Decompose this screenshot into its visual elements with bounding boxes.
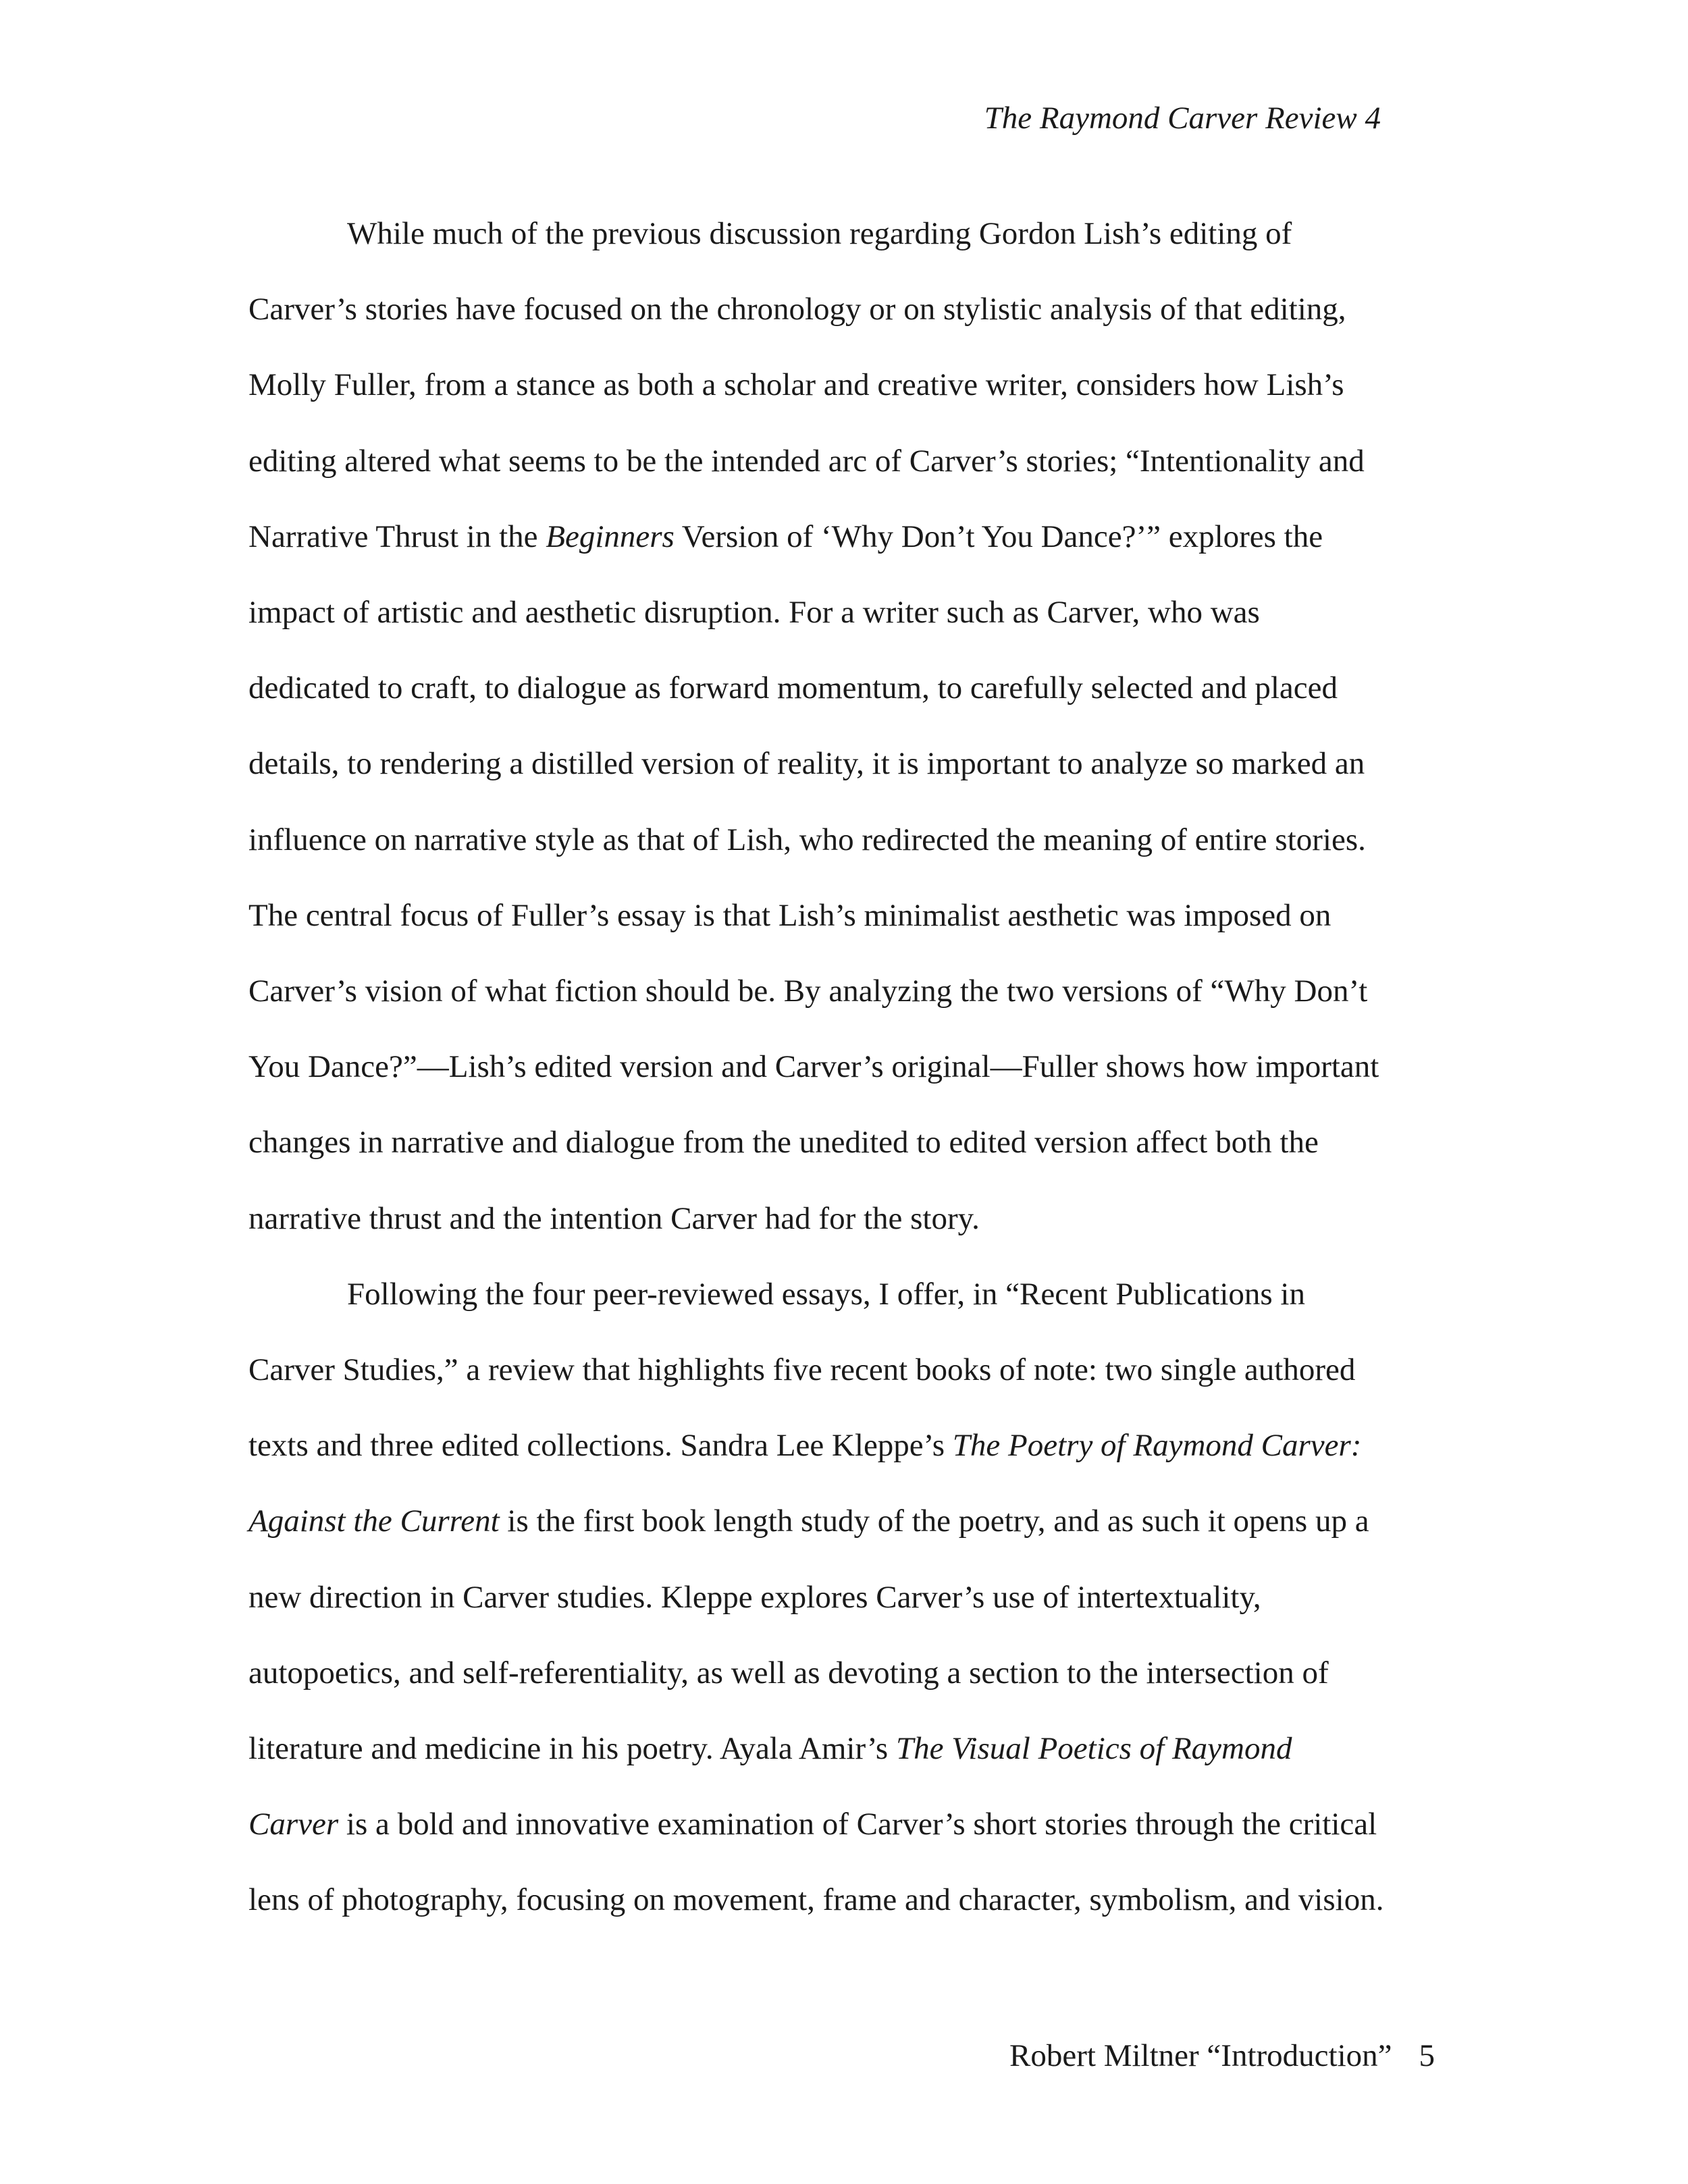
paragraph-2 — [248, 1256, 1445, 1938]
body-text — [248, 196, 1445, 1938]
text-line: Against the Current is the first book length study of the poetry, and as such it opens up a — [248, 1503, 1369, 1539]
text-line: influence on narrative style as that of Lish, who redirected the meaning of entire stories. — [248, 822, 1366, 857]
text-line: You Dance?”—Lish’s edited version and Carver’s original—Fuller shows how important — [248, 1049, 1379, 1085]
text-line: editing altered what seems to be the intended arc of Carver’s stories; “Intentionality and — [248, 443, 1365, 479]
text-line: new direction in Carver studies. Kleppe explores Carver’s use of intertextuality, — [248, 1579, 1261, 1615]
text-line: Narrative Thrust in the Beginners Version of ‘Why Don’t You Dance?’” explores the — [248, 518, 1323, 554]
book-title: Carver — [248, 1807, 339, 1842]
page-number: 5 — [1419, 2038, 1435, 2073]
text-line: impact of artistic and aesthetic disruption. For a writer such as Carver, who was — [248, 595, 1260, 631]
footer-author-title: Robert Miltner “Introduction” — [1009, 2038, 1392, 2073]
text-line: Carver’s vision of what fiction should be. By analyzing the two versions of “Why Don’t — [248, 974, 1368, 1009]
text-line: Carver Studies,” a review that highlights five recent books of note: two single authored — [248, 1352, 1356, 1388]
book-title: The Visual Poetics of Raymond — [895, 1731, 1292, 1767]
page-footer — [1009, 2035, 1435, 2076]
text-line: narrative thrust and the intention Carver had for the story. — [248, 1200, 980, 1236]
book-title: Against the Current — [248, 1503, 500, 1539]
text-line: autopoetics, and self-referentiality, as well as devoting a section to the intersection of — [248, 1655, 1329, 1690]
paragraph-1 — [248, 196, 1445, 1256]
text-line: dedicated to craft, to dialogue as forward momentum, to carefully selected and placed — [248, 670, 1338, 706]
book-title: Beginners — [546, 518, 675, 554]
text-line: Following the four peer-reviewed essays, I offer, in “Recent Publications in — [347, 1276, 1305, 1312]
running-header: The Raymond Carver Review 4 — [984, 101, 1381, 136]
book-title: The Poetry of Raymond Carver: — [952, 1428, 1362, 1464]
text-line: While much of the previous discussion regarding Gordon Lish’s editing of — [347, 216, 1292, 251]
text-line: Carver is a bold and innovative examination of Carver’s short stories through the critical — [248, 1807, 1377, 1842]
text-line: literature and medicine in his poetry. Ayala Amir’s The Visual Poetics of Raymond — [248, 1731, 1292, 1767]
text-line: Molly Fuller, from a stance as both a scholar and creative writer, considers how Lish’s — [248, 367, 1344, 403]
text-line: The central focus of Fuller’s essay is that Lish’s minimalist aesthetic was imposed on — [248, 897, 1331, 933]
text-line: details, to rendering a distilled version of reality, it is important to analyze so marked an — [248, 746, 1365, 782]
text-line: texts and three edited collections. Sandra Lee Kleppe’s The Poetry of Raymond Carver: — [248, 1428, 1362, 1464]
text-line: changes in narrative and dialogue from the unedited to edited version affect both the — [248, 1125, 1319, 1161]
text-line: lens of photography, focusing on movement, frame and character, symbolism, and vision. — [248, 1882, 1384, 1918]
text-line: Carver’s stories have focused on the chronology or on stylistic analysis of that editing, — [248, 292, 1346, 327]
